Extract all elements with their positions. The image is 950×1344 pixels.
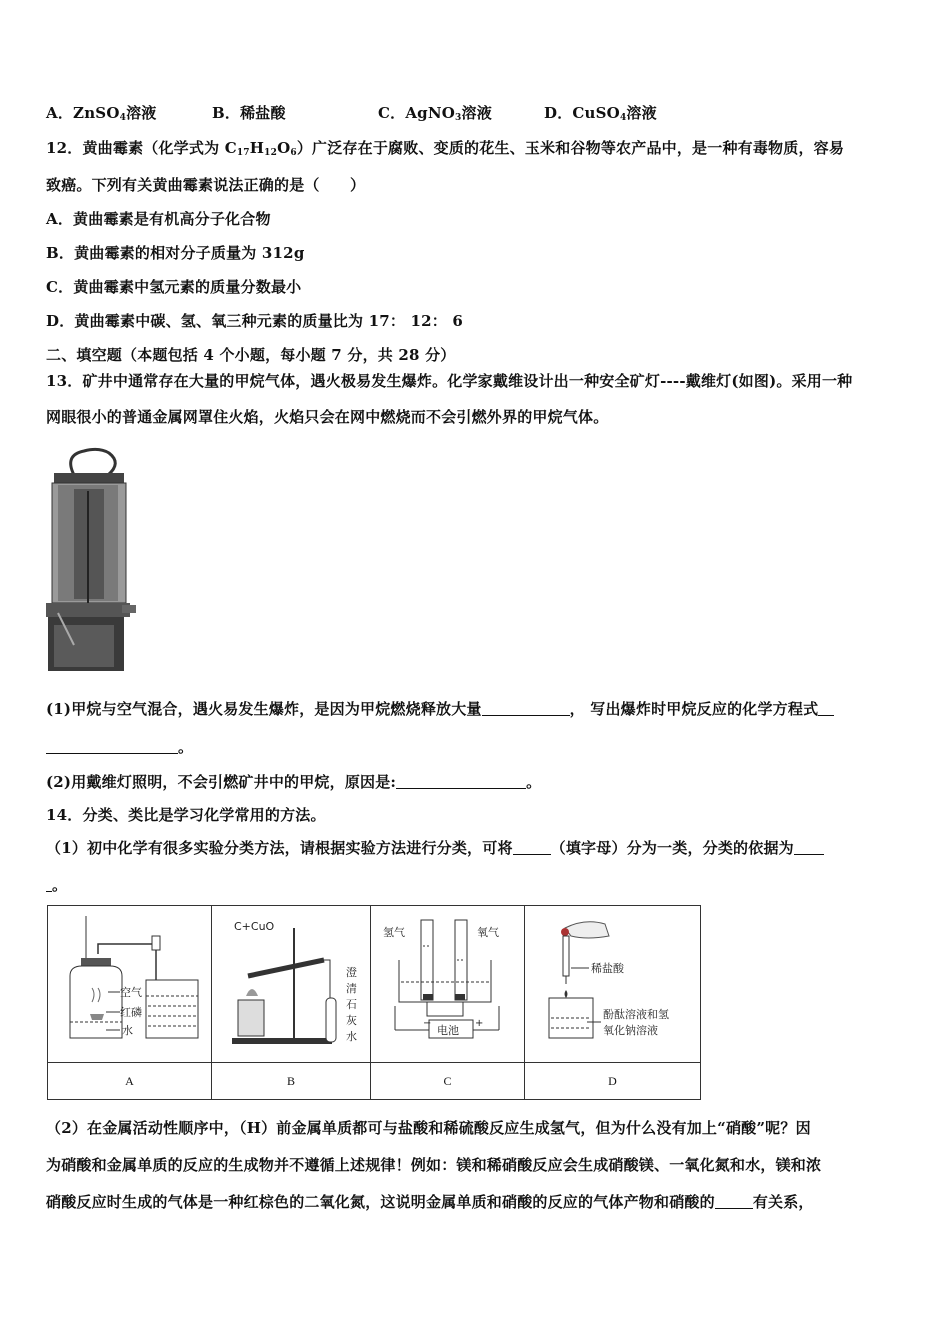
caption-a: A: [48, 1063, 212, 1100]
q13-part1-line1: (1)甲烷与空气混合，遇火易发生爆炸，是因为甲烷燃烧释放大量 ， 写出爆炸时甲烷反应的化学方程式: [46, 698, 834, 719]
q11-options: [46, 102, 657, 123]
option-c: C．AgNO$_3$溶液: [378, 104, 492, 123]
label-limewater-5: 水: [346, 1030, 357, 1043]
label-oxygen: 氧气: [477, 926, 499, 939]
label-positive: +: [475, 1018, 484, 1029]
answer-blank-equation-start[interactable]: [818, 701, 834, 716]
label-battery: 电池: [437, 1024, 459, 1037]
answer-blank-basis[interactable]: [794, 840, 824, 855]
answer-blank-heat[interactable]: [482, 701, 570, 716]
q14-part1-line1: （1）初中化学有很多实验分类方法，请根据实验方法进行分类，可将 （填字母）分为一类，分类的依据为: [46, 837, 824, 858]
figure-b-drawing: [212, 906, 370, 1058]
label-reactants: C+CuO: [234, 920, 275, 933]
figure-d-drawing: [525, 906, 700, 1058]
caption-b: B: [212, 1063, 371, 1100]
label-air: 空气: [120, 986, 142, 999]
q13-part1-line2: 。: [46, 736, 193, 757]
q12-stem-line2: 致癌。下列有关黄曲霉素说法正确的是（ ）: [46, 176, 366, 194]
q12-option-a: A．黄曲霉素是有机高分子化合物: [46, 210, 271, 228]
q12-option-c: C．黄曲霉素中氢元素的质量分数最小: [46, 278, 302, 296]
answer-blank-reason[interactable]: [396, 774, 526, 789]
option-b: B．稀盐酸: [212, 104, 286, 122]
label-limewater-4: 灰: [346, 1014, 357, 1027]
q13-part2: (2)用戴维灯照明，不会引燃矿井中的甲烷，原因是: 。: [46, 773, 542, 791]
q14-part2-line1: （2）在金属活动性顺序中，（H）前金属单质都可与盐酸和稀硫酸反应生成氢气，但为什么没有加上“硝酸”呢？因: [46, 1119, 811, 1137]
experiment-figure-table: [47, 905, 701, 1100]
option-d: D．CuSO$_4$溶液: [544, 104, 657, 123]
caption-c: C: [371, 1063, 525, 1100]
figure-c-cell: [371, 906, 525, 1063]
q13-stem-line1: 13．矿井中通常存在大量的甲烷气体，遇火极易发生爆炸。化学家戴维设计出一种安全矿灯----戴维灯(如图)。采用一种: [46, 372, 853, 390]
label-solution-1: 酚酞溶液和氢: [603, 1008, 669, 1021]
section-heading: 二、填空题（本题包括 4 个小题，每小题 7 分，共 28 分）: [46, 346, 456, 364]
label-hydrogen: 氢气: [383, 926, 405, 939]
q14-title: 14．分类、类比是学习化学常用的方法。: [46, 806, 326, 824]
figure-c-drawing: [371, 906, 524, 1058]
q13-stem-line2: 网眼很小的普通金属网罩住火焰，火焰只会在网中燃烧而不会引燃外界的甲烷气体。: [46, 408, 609, 426]
label-negative: −: [423, 1018, 432, 1029]
q14-part1-line2: 。: [46, 874, 67, 895]
label-water: 水: [122, 1024, 133, 1037]
caption-d: D: [525, 1063, 701, 1100]
answer-blank-equation[interactable]: [46, 739, 178, 754]
option-a: A．ZnSO$_4$溶液: [46, 104, 157, 123]
figure-a-drawing: [48, 906, 211, 1058]
q14-part2-line2: 为硝酸和金属单质的反应的生成物并不遵循上述规律！例如：镁和稀硝酸反应会生成硝酸镁、一氧化氮和水，镁和浓: [46, 1156, 822, 1174]
label-limewater-2: 清: [346, 982, 357, 995]
davy-lamp-drawing: [44, 445, 140, 673]
label-limewater-3: 石: [346, 998, 357, 1011]
q12-option-d: D．黄曲霉素中碳、氢、氧三种元素的质量比为 17： 12： 6: [46, 312, 464, 330]
label-red-phosphorus: 红磷: [120, 1006, 142, 1019]
davy-lamp-figure: [44, 445, 140, 673]
figure-a-cell: [48, 906, 212, 1063]
q12-option-b: B．黄曲霉素的相对分子质量为 312g: [46, 244, 305, 262]
label-limewater-1: 澄: [346, 966, 357, 979]
answer-blank-letters[interactable]: [513, 840, 551, 855]
q12-stem-line1: 12．黄曲霉素（化学式为 $C_{17}H_{12}O_6$）广泛存在于腐败、变质的花生、玉米和谷物等农产品中，是一种有毒物质，容易: [46, 139, 845, 158]
label-solution-2: 氧化钠溶液: [603, 1024, 658, 1037]
figure-b-cell: [212, 906, 371, 1063]
figure-d-cell: [525, 906, 701, 1063]
q14-part2-line3: 硝酸反应时生成的气体是一种红棕色的二氧化氮，这说明金属单质和硝酸的反应的气体产物和硝酸的 有关系，: [46, 1193, 814, 1211]
label-dilute-hcl: 稀盐酸: [591, 962, 624, 975]
answer-blank-concentration[interactable]: [715, 1194, 753, 1209]
